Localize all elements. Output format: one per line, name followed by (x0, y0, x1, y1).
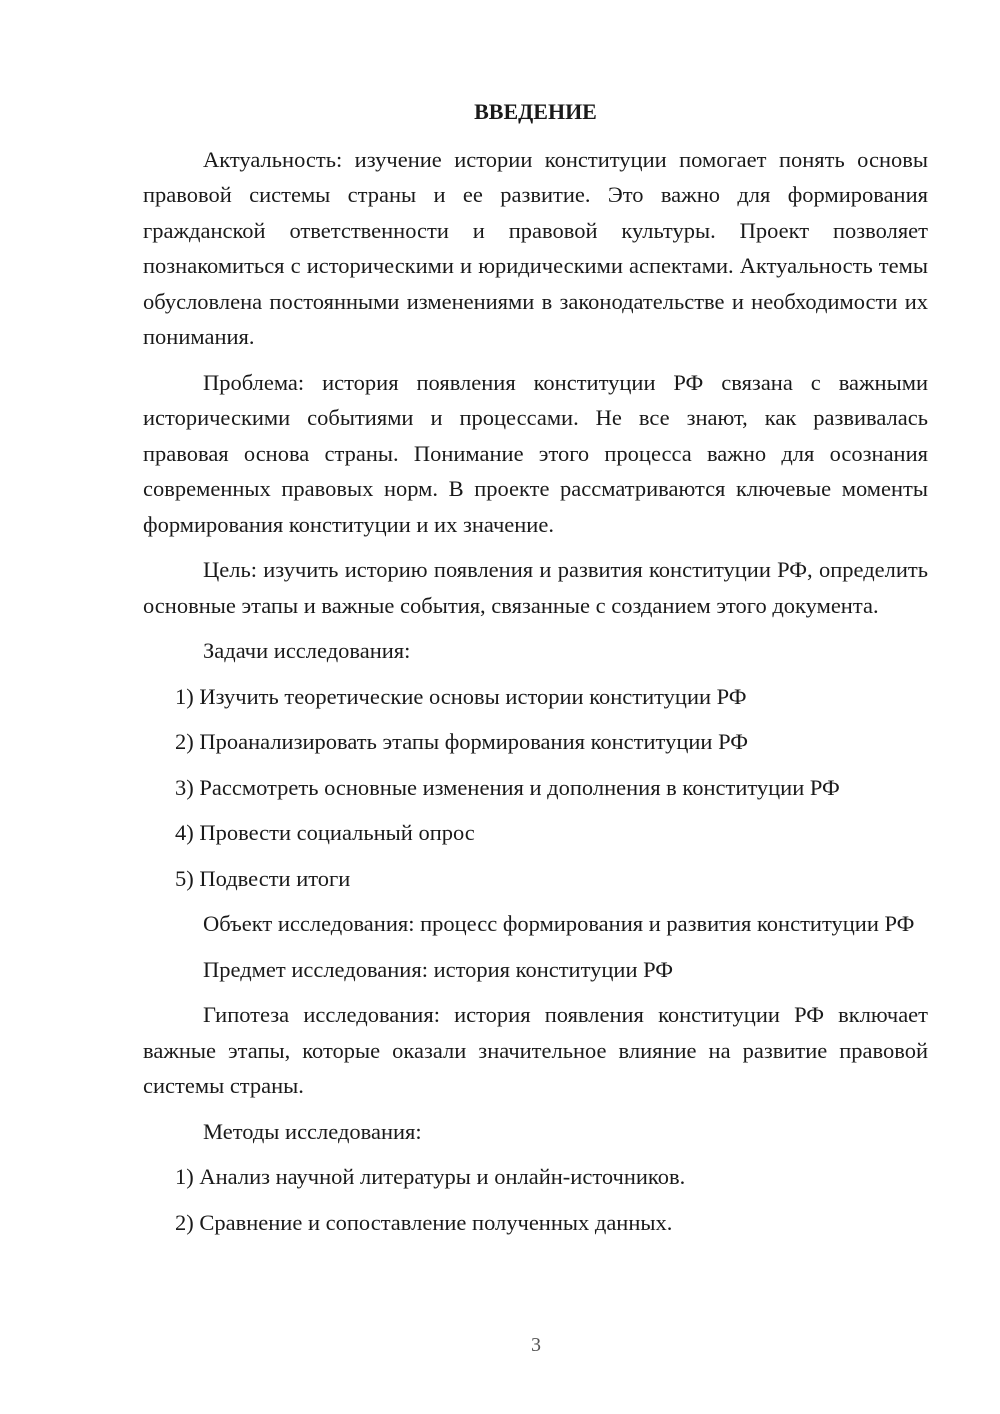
tasks-title: Задачи исследования: (203, 638, 411, 663)
task-item: 4) Провести социальный опрос (175, 820, 475, 845)
object-paragraph: Объект исследования: процесс формирования и развития конституции РФ (203, 911, 915, 936)
method-item: 1) Анализ научной литературы и онлайн-источников. (175, 1164, 686, 1189)
methods-title: Методы исследования: (203, 1118, 422, 1144)
task-item: 5) Подвести итоги (175, 865, 351, 891)
subject-paragraph: Предмет исследования: история конституции РФ (203, 956, 674, 982)
page-number: 3 (531, 1334, 541, 1356)
task-item: 2) Проанализировать этапы формирования конституции РФ (175, 729, 748, 754)
hypothesis-paragraph: Гипотеза исследования: история появления конституции РФ включает важные этапы, которые оказали значительное влияние на развитие правовой системы страны. (143, 1002, 928, 1098)
relevance-paragraph: Актуальность: изучение истории конституции помогает понять основы правовой системы страны и ее развитие. Это важно для формирования гражданской ответственности и правовой культуры. Проект позволяет познакомиться с историческими и юридическими аспектами. Актуальность темы обусловлена постоянными изменениями в законодательстве и необходимости их понимания. (143, 146, 928, 349)
method-item: 2) Сравнение и сопоставление полученных данных. (175, 1209, 673, 1235)
task-item: 1) Изучить теоретические основы истории конституции РФ (175, 683, 747, 709)
task-item: 3) Рассмотреть основные изменения и дополнения в конституции РФ (175, 774, 840, 800)
section-heading: ВВЕДЕНИЕ (474, 99, 597, 124)
problem-paragraph: Проблема: история появления конституции РФ связана с важными историческими событиями и процессами. Не все знают, как развивалась правовая основа страны. Понимание этого процесса важно для осознания современных правовых норм. В проекте рассматриваются ключевые моменты формирования конституции и их значение. (143, 369, 928, 537)
goal-paragraph: Цель: изучить историю появления и развития конституции РФ, определить основные этапы и важные события, связанные с созданием этого документа. (143, 557, 928, 618)
page-content (143, 94, 928, 1250)
